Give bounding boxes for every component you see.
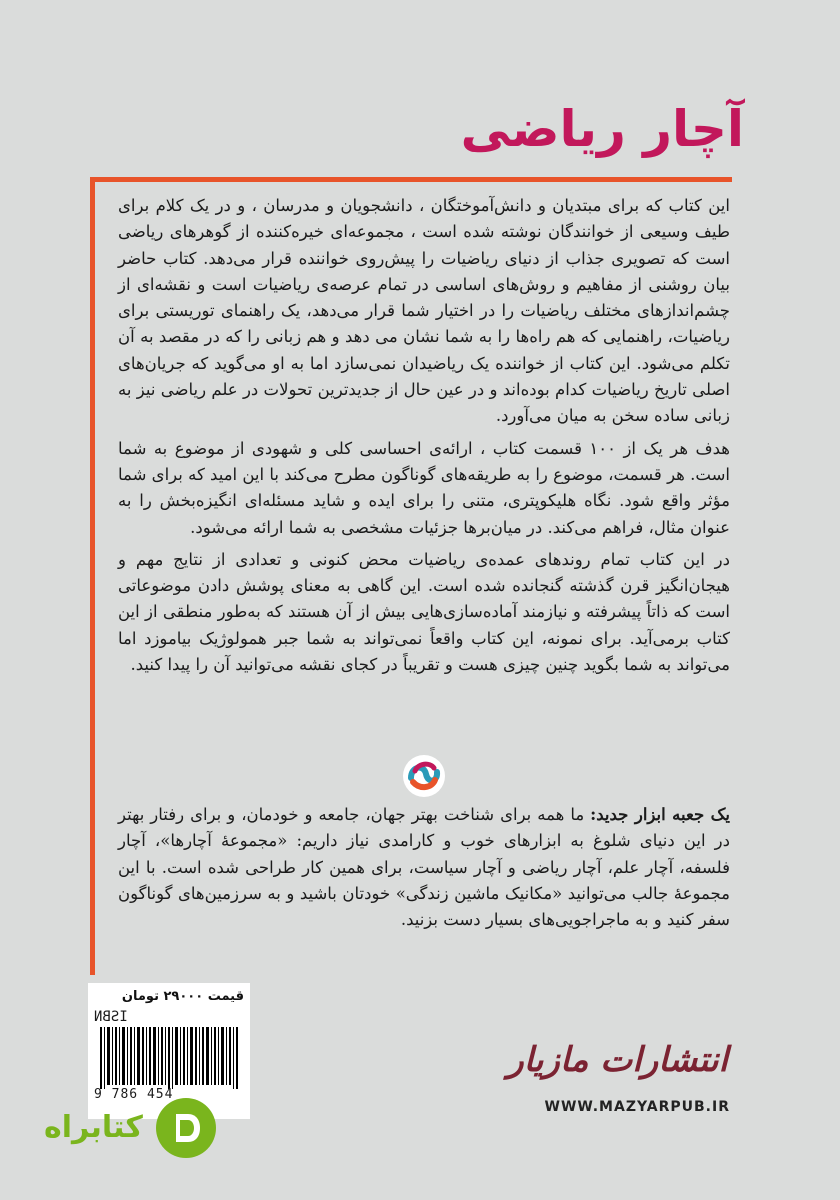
barcode-icon — [100, 1027, 240, 1089]
price-label: قیمت ۲۹۰۰۰ تومان — [121, 989, 244, 1004]
description-paragraph-1: این کتاب که برای مبتدیان و دانش‌آموختگان ، دانشجویان و مدرسان ، و در یک کلام برای طیف وسیعی از خوانندگان نوشته شده است ، مجموعه‌ای خیره‌کننده از گوهرهای ریاضی است که تصویری جذاب از دنیای ریاضیات را پیش‌روی خواننده قرار می‌دهد. کتاب حاضر بیان روشنی از مفاهیم و روش‌های اساسی در تمام عرصه‌ی ریاضیات است و نقشه‌ای از چشم‌اندازهای مختلف ریاضیات را در اختیار شما قرار می‌دهد، یک راهنمای توریستی برای ریاضیات، راهنمایی که هم راه‌ها را به شما نشان می دهد و هم زبانی را که در مقصد به آن تکلم می‌شود. این کتاب از خواننده یک ریاضیدان نمی‌سازد اما به او می‌گوید که جریان‌های اصلی تاریخ ریاضیات کدام بوده‌اند و در عین حال از جدیدترین تحولات در علم ریاضی نیز به زبانی ساده سخن به میان می‌آورد. — [118, 196, 730, 426]
frame-left-border — [90, 177, 95, 975]
watermark-text: کتابراه — [44, 1110, 143, 1145]
ketabrah-logo-icon — [154, 1096, 218, 1160]
toolbox-paragraph — [118, 802, 730, 933]
ketabrah-watermark — [30, 1096, 220, 1160]
toolbox-lead: یک جعبه ابزار جدید: — [590, 805, 730, 824]
description-paragraph-3: در این کتاب تمام روندهای عمده‌ی ریاضیات محض کنونی و تعدادی از نتایج مهم و هیجان‌انگیز قرن گذشته گنجانده شده است. این گاهی به معنای پوشش دادن موضوعاتی است که ذاتاً پیشرفته و نیازمند آماده‌سازی‌هایی بیش از آن هستند که به‌طور منطقی از این کتاب برمی‌آید. برای نمونه، این کتاب واقعاً نمی‌تواند به شما جبر همولوژیک بیاموزد اما می‌تواند به شما بگوید چنین چیزی هست و تقریباً در کجای نقشه می‌توانید آن را پیدا کنید. — [118, 549, 730, 675]
publisher-logo: انتشارات مازیار — [507, 1040, 728, 1080]
frame-top-border — [90, 177, 732, 182]
publisher-website: WWW.MAZYARPUB.IR — [544, 1099, 730, 1115]
toolbox-body: ما همه برای شناخت بهتر جهان، جامعه و خودمان، و برای رفتار بهتر در این دنیای شلوغ به ابزارهای خوب و کارامدی نیاز داریم: «مجموعهٔ آچارها»، آچار فلسفه، آچار علم، آچار ریاضی و آچار سیاست، برای همین کار طراحی شده است. با این مجموعهٔ جالب می‌توانید «مکانیک ماشین زندگی» خودتان باشید و به سرزمین‌های گوناگون سفر کنید و به ماجراجویی‌های بسیار دست بزنید. — [118, 805, 730, 930]
book-title: آچار ریاضی — [460, 100, 744, 158]
barcode-digits: 9 786 454 — [94, 1087, 174, 1102]
series-logo-icon — [402, 754, 446, 798]
description-block — [118, 193, 730, 684]
isbn-label: ISBN — [94, 1009, 128, 1025]
description-paragraph-2: هدف هر یک از ۱۰۰ قسمت کتاب ، ارائه‌ی احساسی کلی و شهودی از موضوع به شما است. هر قسمت، موضوع را به طریقه‌های گوناگون مطرح می‌کند با این امید که برای شما مؤثر واقع شود. نگاه هلیکوپتری، متنی را برای ایده و شاید مسئله‌ای انگیزه‌بخش را به عنوان مثال، فراهم می‌کند. در میان‌برها جزئیات مشخصی به شما ارائه می‌شود. — [118, 438, 730, 537]
